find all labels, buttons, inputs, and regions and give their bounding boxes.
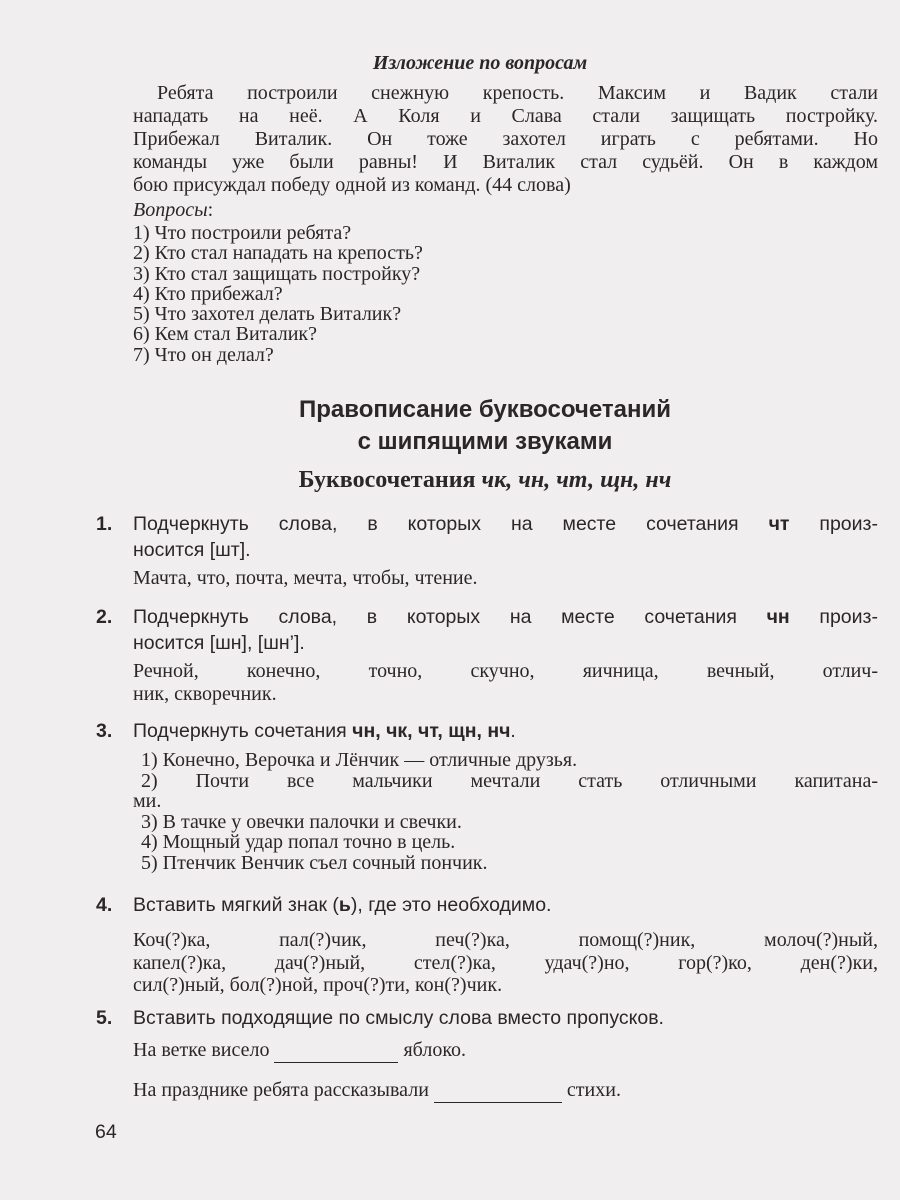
fill-sentence-2: На празднике ребята рассказывали стихи.	[133, 1079, 621, 1101]
task-1-answer: Мачта, что, почта, мечта, чтобы, чтение.	[133, 567, 478, 589]
task-4-text: Вставить мягкий знак (ь), где это необходимо.	[133, 894, 552, 916]
heading-line: Правописание буквосочетаний	[299, 396, 671, 423]
heading-line: с шипящими звуками	[357, 428, 613, 455]
essay-line: бою присуждал победу одной из команд. (44 слова)	[133, 174, 571, 196]
question: 7) Что он делал?	[133, 343, 274, 366]
essay-text	[133, 82, 878, 197]
essay-line: нападать на неё. А Коля и Слава стали защищать постройку.	[133, 105, 878, 127]
task-3-text: Подчеркнуть сочетания чн, чк, чт, щн, нч.	[133, 720, 516, 742]
essay-line: Прибежал Виталик. Он тоже захотел играть с ребятами. Но	[133, 128, 878, 150]
question: 4) Кто прибежал?	[133, 282, 283, 305]
essay-line: Ребята построили снежную крепость. Максим и Вадик стали	[157, 82, 878, 104]
essay-line: команды уже были равны! И Виталик стал судьёй. Он в каждом	[133, 151, 878, 173]
questions-list	[133, 223, 423, 365]
task-2-text: Подчеркнуть слова, в которых на месте сочетания чн произ- носится [шн], [шн’].	[133, 606, 878, 654]
section-subheading	[0, 467, 900, 494]
task-2-answer: Речной, конечно, точно, скучно, яичница, вечный, отлич- ник, скворечник.	[133, 660, 878, 705]
question: 1) Что построили ребята?	[133, 222, 352, 244]
subheading-text: Буквосочетания	[298, 467, 482, 493]
questions-label: Вопросы:	[133, 199, 214, 221]
task-number: 2.	[96, 606, 113, 628]
task-number: 4.	[96, 894, 113, 916]
section-heading	[0, 394, 900, 458]
task-number: 1.	[96, 513, 113, 535]
task-1-text: Подчеркнуть слова, в которых на месте сочетания чт произ- носится [шт].	[133, 513, 878, 561]
blank-field[interactable]	[434, 1079, 562, 1103]
page-number: 64	[95, 1121, 117, 1143]
fill-sentence-1: На ветке висело яблоко.	[133, 1039, 467, 1061]
question: 5) Что захотел делать Виталик?	[133, 303, 402, 326]
task-number: 5.	[96, 1007, 113, 1029]
task-5-text: Вставить подходящие по смыслу слова вместо пропусков.	[133, 1007, 664, 1029]
essay-title: Изложение по вопросам	[372, 52, 588, 74]
task-4-words: Коч(?)ка, пал(?)чик, печ(?)ка, помощ(?)ник, молоч(?)ный, капел(?)ка, дач(?)ный, стел(?)ка, удач(?)но, гор(?)ко, ден(?)ки, сил(?)ный, бол(?)ной, проч(?)ти, кон(?)чик.	[133, 929, 878, 996]
question: 3) Кто стал защищать постройку?	[133, 262, 421, 285]
task-3-sentences: 1) Конечно, Верочка и Лёнчик — отличные друзья. 2) Почти все мальчики мечтали стать отличными капитана- ми. 3) В тачке у овечки палочки и свечки. 4) Мощный удар попал точно в цель. 5) Птенчик Венчик съел сочный пончик.	[133, 749, 878, 874]
blank-field[interactable]	[274, 1039, 398, 1063]
subheading-combos: чк, чн, чт, щн, нч	[481, 467, 672, 493]
question: 2) Кто стал нападать на крепость?	[133, 242, 423, 265]
task-number: 3.	[96, 720, 113, 742]
question: 6) Кем стал Виталик?	[133, 323, 318, 346]
